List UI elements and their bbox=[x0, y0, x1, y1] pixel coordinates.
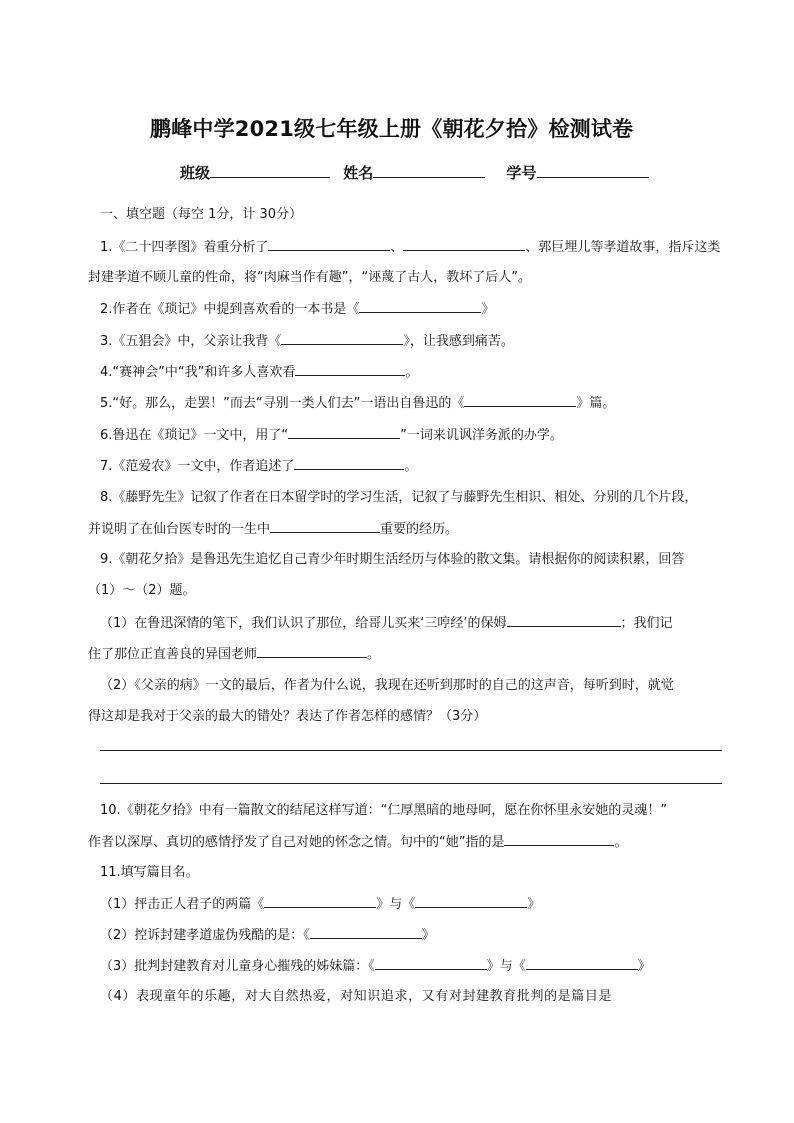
q1-blank-2[interactable] bbox=[403, 238, 525, 251]
question-3: 3.《五猖会》中，父亲让我背《 》，让我感到痛苦。 bbox=[100, 334, 514, 349]
q4-blank[interactable] bbox=[295, 363, 405, 376]
question-9-sub-1-line-2: 住了那位正直善良的异国老师 。 bbox=[88, 647, 381, 662]
student-info-row bbox=[180, 162, 649, 183]
question-4: 4.“赛神会”中“我”和许多人喜欢看 。 bbox=[100, 365, 419, 380]
question-11-sub-1: （1）抨击正人君子的两篇《 》与《 》 bbox=[100, 897, 541, 912]
question-7: 7.《范爱农》一文中，作者追述了 。 bbox=[100, 459, 418, 474]
q11-3-blank-2[interactable] bbox=[526, 957, 638, 970]
question-9-sub-1-line-1: （1）在鲁迅深情的笔下，我们认识了那位，给哥儿买来‘三哼经’的保姆 ；我们记 bbox=[100, 616, 673, 631]
question-8-line-2: 并说明了在仙台医专时的一生中 重要的经历。 bbox=[88, 522, 459, 537]
question-11-heading: 11.填写篇目名。 bbox=[100, 865, 199, 880]
section-heading: 一、填空题（每空 1分，计 30分） bbox=[100, 207, 303, 222]
class-blank[interactable] bbox=[210, 165, 330, 178]
question-9-line-1: 9.《朝花夕拾》是鲁迅先生追忆自己青少年时期生活经历与体验的散文集。请根据你的阅读积累，回答 bbox=[100, 552, 685, 567]
q11-1-blank-2[interactable] bbox=[415, 895, 527, 908]
q3-blank[interactable] bbox=[281, 332, 403, 345]
name-label: 姓名 bbox=[343, 164, 374, 182]
question-6: 6.鲁迅在《琐记》一文中，用了“ ”一词来讥讽洋务派的办学。 bbox=[100, 428, 563, 443]
question-8-line-1: 8.《藤野先生》记叙了作者在日本留学时的学习生活，记叙了与藤野先生相识、相处、分别的几个片段， bbox=[100, 490, 698, 505]
question-10-line-1: 10.《朝花夕拾》中有一篇散文的结尾这样写道：“仁厚黑暗的地母呵，愿在你怀里永安她的灵魂！” bbox=[100, 803, 668, 818]
question-5: 5.“好。那么，走罢！”而去“寻别一类人们去”一语出自鲁迅的《 》篇。 bbox=[100, 396, 616, 411]
question-11-sub-3: （3）批判封建教育对儿童身心摧残的姊妹篇：《 》与《 》 bbox=[100, 959, 651, 974]
q8-blank[interactable] bbox=[270, 520, 380, 533]
answer-line-1[interactable] bbox=[100, 750, 722, 751]
q2-blank[interactable] bbox=[359, 300, 481, 313]
q6-blank[interactable] bbox=[288, 426, 400, 439]
question-11-sub-2: （2）控诉封建孝道虚伪残酷的是：《 》 bbox=[100, 928, 435, 943]
question-9-sub-2-line-2: 得这却是我对于父亲的最大的错处？表达了作者怎样的感情？（3分） bbox=[88, 709, 487, 724]
q11-1-blank-1[interactable] bbox=[264, 895, 376, 908]
question-1-line-2: 封建孝道不顾儿童的性命，将“肉麻当作有趣”，“诬蔑了古人，教坏了后人”。 bbox=[88, 270, 531, 285]
page-title: 鹏峰中学2021级七年级上册《朝花夕拾》检测试卷 bbox=[150, 117, 634, 141]
class-label: 班级 bbox=[180, 164, 211, 182]
id-label: 学号 bbox=[506, 164, 537, 182]
question-10-line-2: 作者以深厚、真切的感情抒发了自己对她的怀念之情。句中的“她”指的是 。 bbox=[88, 835, 628, 850]
q11-3-blank-1[interactable] bbox=[375, 957, 487, 970]
q7-blank[interactable] bbox=[294, 457, 404, 470]
id-blank[interactable] bbox=[537, 165, 649, 178]
name-blank[interactable] bbox=[373, 165, 485, 178]
q11-2-blank[interactable] bbox=[310, 926, 422, 939]
question-2: 2.作者在《琐记》中提到喜欢看的一本书是《 》 bbox=[100, 302, 495, 317]
question-9-line-2: （1）～（2）题。 bbox=[88, 583, 196, 598]
q10-blank[interactable] bbox=[504, 833, 614, 846]
question-1-line-1: 1.《二十四孝图》着重分析了 、 、郭巨埋儿等孝道故事，指斥这类 bbox=[100, 240, 721, 255]
answer-line-2[interactable] bbox=[100, 783, 722, 784]
question-9-sub-2-line-1: （2）《父亲的病》一文的最后，作者为什么说，我现在还听到那时的自己的这声音，每听到时，就觉 bbox=[100, 678, 674, 693]
q9-1-blank-1[interactable] bbox=[507, 614, 621, 627]
question-11-sub-4: （4）表现童年的乐趣，对大自然热爱，对知识追求，又有对封建教育批判的是篇目是 bbox=[100, 989, 613, 1004]
q9-1-blank-2[interactable] bbox=[257, 645, 367, 658]
q5-blank[interactable] bbox=[464, 394, 576, 407]
q1-blank-1[interactable] bbox=[268, 238, 390, 251]
